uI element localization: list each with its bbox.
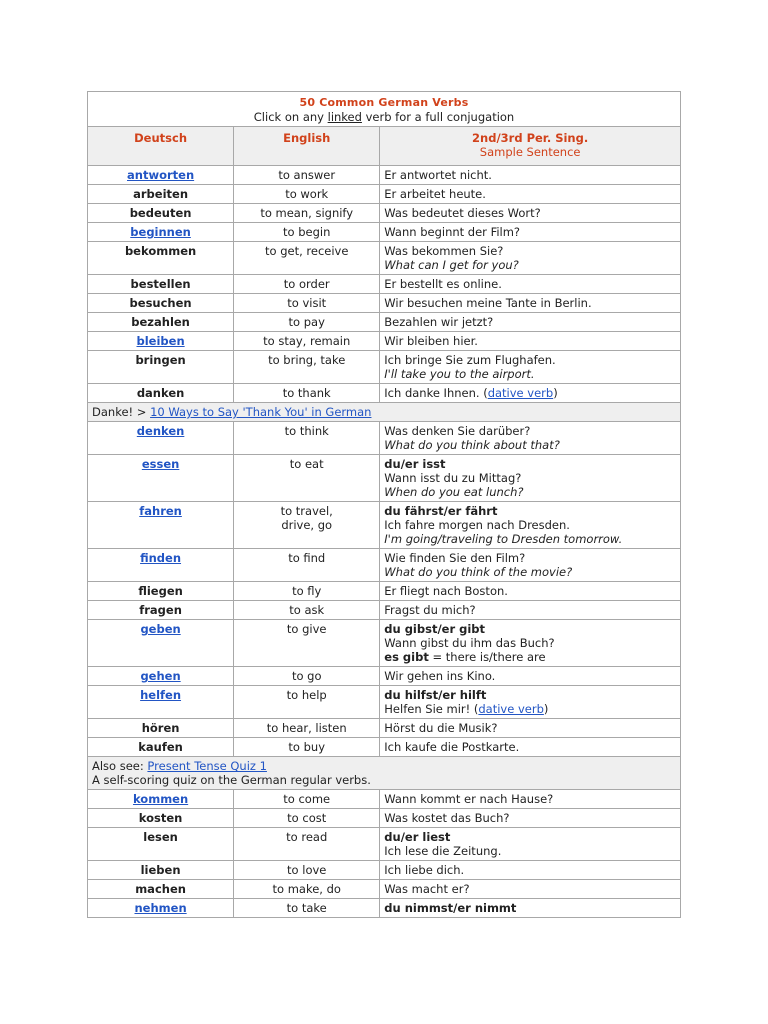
english-meaning: to visit (287, 296, 327, 310)
table-row (88, 667, 681, 686)
subtitle-text-end: verb for a full conjugation (361, 110, 515, 124)
sample-text-after: ) (553, 386, 558, 400)
english-meaning: to bring, take (268, 353, 346, 367)
sample-line (384, 424, 676, 438)
english-meaning: to read (286, 830, 328, 844)
sample-cell (380, 242, 681, 275)
table-row (88, 601, 681, 620)
english-cell (234, 332, 380, 351)
english-cell (234, 185, 380, 204)
english-meaning: to help (286, 688, 327, 702)
verb-cell: bekommen (88, 242, 234, 275)
english-meaning: to hear, listen (266, 721, 347, 735)
sample-cell (380, 384, 681, 403)
translation-text: What can I get for you? (384, 258, 519, 272)
sample-cell (380, 809, 681, 828)
sample-line (384, 168, 676, 182)
english-cell (234, 582, 380, 601)
sample-cell (380, 828, 681, 861)
sample-line (384, 811, 676, 825)
verb-cell: kaufen (88, 738, 234, 757)
sample-line (384, 702, 676, 716)
conjugation-form: du fährst/er fährt (384, 504, 498, 518)
english-cell (234, 166, 380, 185)
col-header-deutsch: Deutsch (88, 127, 234, 166)
sample-sentence: Er bestellt es online. (384, 277, 502, 291)
sample-cell (380, 719, 681, 738)
sample-line (384, 669, 676, 683)
sample-sentence: Ich liebe dich. (384, 863, 465, 877)
sample-sentence: Ich danke Ihnen. ( (384, 386, 488, 400)
english-meaning: to mean, signify (260, 206, 354, 220)
sample-sentence: Er arbeitet heute. (384, 187, 486, 201)
section-note (88, 403, 681, 422)
sample-line (384, 334, 676, 348)
table-row (88, 166, 681, 185)
sample-line (384, 901, 676, 915)
sample-cell (380, 738, 681, 757)
sample-cell (380, 667, 681, 686)
verb-cell (88, 332, 234, 351)
verb-cell: bestellen (88, 275, 234, 294)
sample-line (384, 367, 676, 381)
section-note-row (88, 403, 681, 422)
sample-cell (380, 351, 681, 384)
verb-cell (88, 166, 234, 185)
table-title-row (88, 92, 681, 127)
conjugation-form: es gibt (384, 650, 429, 664)
sample-sentence: Wann gibst du ihm das Buch? (384, 636, 555, 650)
verb-cell: lieben (88, 861, 234, 880)
sample-cell (380, 185, 681, 204)
section-note-line (92, 759, 676, 773)
sample-line (384, 518, 676, 532)
english-meaning: to find (288, 551, 326, 565)
english-meaning: to pay (288, 315, 325, 329)
sample-line (384, 551, 676, 565)
verb-cell (88, 790, 234, 809)
verb-link[interactable]: gehen (140, 669, 181, 683)
sample-sentence: Helfen Sie mir! ( (384, 702, 479, 716)
sample-line (384, 882, 676, 896)
sample-line (384, 636, 676, 650)
english-meaning: to stay, remain (263, 334, 351, 348)
table-row (88, 899, 681, 918)
english-cell (234, 275, 380, 294)
english-meaning-cont: drive, go (281, 518, 333, 532)
table-row (88, 809, 681, 828)
english-meaning: to come (283, 792, 331, 806)
sample-sentence: Was macht er? (384, 882, 470, 896)
sample-cell (380, 313, 681, 332)
table-row (88, 502, 681, 549)
verb-cell: hören (88, 719, 234, 738)
sample-line (384, 471, 676, 485)
translation-text: When do you eat lunch? (384, 485, 524, 499)
dative-verb-link[interactable]: dative verb (478, 702, 544, 716)
sample-line (384, 296, 676, 310)
table-row (88, 620, 681, 667)
sample-sentence: Fragst du mich? (384, 603, 476, 617)
sample-cell (380, 861, 681, 880)
sample-line (384, 688, 676, 702)
table-row (88, 351, 681, 384)
sample-sentence: Wann beginnt der Film? (384, 225, 521, 239)
verb-cell: kosten (88, 809, 234, 828)
verb-cell: bedeuten (88, 204, 234, 223)
sample-line (384, 277, 676, 291)
sample-sentence: Ich lese die Zeitung. (384, 844, 502, 858)
english-meaning: to think (284, 424, 329, 438)
section-note-link[interactable]: Present Tense Quiz 1 (147, 759, 267, 773)
table-row (88, 549, 681, 582)
sample-cell (380, 601, 681, 620)
verb-link[interactable]: beginnen (130, 225, 191, 239)
verb-link[interactable]: antworten (127, 168, 195, 182)
table-row (88, 455, 681, 502)
sample-line (384, 225, 676, 239)
verb-cell (88, 549, 234, 582)
english-meaning: to order (283, 277, 330, 291)
table-row (88, 275, 681, 294)
english-cell (234, 790, 380, 809)
table-row (88, 790, 681, 809)
verb-cell (88, 455, 234, 502)
sample-sentence: Was bekommen Sie? (384, 244, 504, 258)
english-cell (234, 242, 380, 275)
table-row (88, 332, 681, 351)
english-cell (234, 351, 380, 384)
english-cell (234, 719, 380, 738)
english-cell (234, 455, 380, 502)
dative-verb-link[interactable]: dative verb (487, 386, 554, 400)
table-row (88, 880, 681, 899)
verb-link[interactable]: bleiben (136, 334, 185, 348)
english-meaning: to travel, (280, 504, 333, 518)
sample-line (384, 603, 676, 617)
sample-line (384, 565, 676, 579)
english-meaning: to work (285, 187, 329, 201)
sample-line (384, 650, 676, 664)
section-note-link[interactable]: 10 Ways to Say 'Thank You' in German (150, 405, 372, 419)
sample-line (384, 353, 676, 367)
translation-text: What do you think about that? (384, 438, 560, 452)
sample-line (384, 386, 676, 400)
col-header-english: English (234, 127, 380, 166)
english-cell (234, 549, 380, 582)
sample-sentence: Ich bringe Sie zum Flughafen. (384, 353, 556, 367)
english-meaning: to give (286, 622, 327, 636)
table-row (88, 313, 681, 332)
conjugation-form: du nimmst/er nimmt (384, 901, 517, 915)
table-row (88, 422, 681, 455)
verb-link[interactable]: geben (140, 622, 181, 636)
sample-cell (380, 294, 681, 313)
english-meaning: to go (291, 669, 322, 683)
table-row (88, 204, 681, 223)
table-row (88, 294, 681, 313)
verb-link[interactable]: helfen (140, 688, 182, 702)
sample-line (384, 740, 676, 754)
conjugation-form: du/er isst (384, 457, 446, 471)
column-header-row (88, 127, 681, 166)
table-title: 50 Common German Verbs (299, 96, 469, 109)
table-row (88, 242, 681, 275)
translation-text: I'll take you to the airport. (384, 367, 535, 381)
sample-sentence: Er fliegt nach Boston. (384, 584, 508, 598)
sample-line (384, 844, 676, 858)
table-row (88, 686, 681, 719)
sample-sentence: Wir gehen ins Kino. (384, 669, 496, 683)
english-meaning: to make, do (272, 882, 341, 896)
sample-cell (380, 549, 681, 582)
sample-line (384, 830, 676, 844)
sample-line (384, 457, 676, 471)
verb-cell: lesen (88, 828, 234, 861)
english-cell (234, 861, 380, 880)
table-row (88, 384, 681, 403)
sample-sentence: Was denken Sie darüber? (384, 424, 531, 438)
translation-text: I'm going/traveling to Dresden tomorrow. (384, 532, 623, 546)
sample-cell (380, 899, 681, 918)
verb-cell: danken (88, 384, 234, 403)
verb-link[interactable]: fahren (139, 504, 182, 518)
sample-sentence: Wann kommt er nach Hause? (384, 792, 554, 806)
sample-sentence: Wir besuchen meine Tante in Berlin. (384, 296, 592, 310)
sample-line (384, 244, 676, 258)
sample-cell (380, 223, 681, 242)
sample-sentence: Ich kaufe die Postkarte. (384, 740, 520, 754)
english-cell (234, 294, 380, 313)
sample-line (384, 863, 676, 877)
table-row (88, 223, 681, 242)
verbs-table (87, 91, 681, 918)
section-note-text: Danke! > (92, 405, 151, 419)
sample-line (384, 258, 676, 272)
sample-line (384, 532, 676, 546)
verb-cell (88, 502, 234, 549)
sample-cell (380, 422, 681, 455)
sample-sentence: Was kostet das Buch? (384, 811, 510, 825)
col-header-sample (380, 127, 681, 166)
sample-line (384, 485, 676, 499)
table-subtitle (92, 110, 676, 124)
verb-cell: bezahlen (88, 313, 234, 332)
verb-cell (88, 223, 234, 242)
sample-cell (380, 620, 681, 667)
english-cell (234, 809, 380, 828)
sample-cell (380, 332, 681, 351)
subtitle-linked-word: linked (327, 110, 362, 124)
english-cell (234, 601, 380, 620)
table-row (88, 738, 681, 757)
col-header-sample-sub: Sample Sentence (479, 145, 581, 159)
verb-cell: arbeiten (88, 185, 234, 204)
section-note-row (88, 757, 681, 790)
sample-line (384, 206, 676, 220)
english-cell (234, 828, 380, 861)
sample-line (384, 315, 676, 329)
english-cell (234, 313, 380, 332)
sample-cell (380, 166, 681, 185)
sample-sentence: Hörst du die Musik? (384, 721, 498, 735)
verb-cell: fliegen (88, 582, 234, 601)
section-note-text: Also see: (92, 759, 148, 773)
english-cell (234, 502, 380, 549)
sample-sentence: Was bedeutet dieses Wort? (384, 206, 541, 220)
col-header-sample-title: 2nd/3rd Per. Sing. (472, 131, 589, 145)
english-cell (234, 686, 380, 719)
english-meaning: to begin (283, 225, 331, 239)
sample-cell (380, 455, 681, 502)
section-note-description: A self-scoring quiz on the German regular verbs. (92, 773, 371, 787)
sample-sentence: Wann isst du zu Mittag? (384, 471, 522, 485)
verb-cell (88, 620, 234, 667)
sample-line (384, 584, 676, 598)
sample-cell (380, 686, 681, 719)
section-note-line (92, 405, 676, 419)
verb-link[interactable]: denken (136, 424, 185, 438)
sample-text-after: ) (543, 702, 549, 716)
conjugation-form: du hilfst/er hilft (384, 688, 487, 702)
english-meaning: to take (286, 901, 327, 915)
sample-line (384, 504, 676, 518)
sample-line (384, 438, 676, 452)
english-meaning: to cost (287, 811, 327, 825)
english-cell (234, 384, 380, 403)
english-cell (234, 620, 380, 667)
english-meaning: to eat (289, 457, 324, 471)
english-cell (234, 422, 380, 455)
sample-line (384, 792, 676, 806)
subtitle-text: Click on any (253, 110, 328, 124)
sample-cell (380, 790, 681, 809)
english-meaning: to answer (278, 168, 336, 182)
sample-cell (380, 502, 681, 549)
sample-line (384, 622, 676, 636)
verb-cell (88, 667, 234, 686)
section-note (88, 757, 681, 790)
verb-link[interactable]: kommen (132, 792, 189, 806)
table-row (88, 185, 681, 204)
sample-sentence: Ich fahre morgen nach Dresden. (384, 518, 570, 532)
sample-cell (380, 204, 681, 223)
english-cell (234, 899, 380, 918)
english-meaning: to love (287, 863, 327, 877)
english-cell (234, 223, 380, 242)
sample-cell (380, 880, 681, 899)
verb-cell: besuchen (88, 294, 234, 313)
sample-line (384, 187, 676, 201)
english-meaning: to ask (289, 603, 325, 617)
english-cell (234, 204, 380, 223)
verb-cell (88, 899, 234, 918)
sample-cell (380, 582, 681, 601)
sample-sentence: Wir bleiben hier. (384, 334, 478, 348)
english-cell (234, 667, 380, 686)
verb-cell: machen (88, 880, 234, 899)
verb-cell (88, 686, 234, 719)
sample-line (384, 721, 676, 735)
english-meaning: to fly (292, 584, 322, 598)
english-cell (234, 738, 380, 757)
verb-link[interactable]: nehmen (134, 901, 187, 915)
verb-link[interactable]: essen (141, 457, 180, 471)
english-meaning: to buy (288, 740, 326, 754)
translation-text: What do you think of the movie? (384, 565, 573, 579)
english-meaning: to thank (282, 386, 331, 400)
table-row (88, 861, 681, 880)
sample-sentence: Bezahlen wir jetzt? (384, 315, 494, 329)
verb-cell: fragen (88, 601, 234, 620)
english-cell (234, 880, 380, 899)
english-meaning: to get, receive (265, 244, 349, 258)
conjugation-form: du/er liest (384, 830, 451, 844)
table-row (88, 719, 681, 738)
table-title-cell (88, 92, 681, 127)
conjugation-form: du gibst/er gibt (384, 622, 486, 636)
verb-cell: bringen (88, 351, 234, 384)
verb-cell (88, 422, 234, 455)
table-row (88, 828, 681, 861)
table-row (88, 582, 681, 601)
sample-text-after: = there is/there are (428, 650, 546, 664)
verb-link[interactable]: finden (140, 551, 182, 565)
sample-sentence: Wie finden Sie den Film? (384, 551, 526, 565)
sample-cell (380, 275, 681, 294)
sample-sentence: Er antwortet nicht. (384, 168, 492, 182)
